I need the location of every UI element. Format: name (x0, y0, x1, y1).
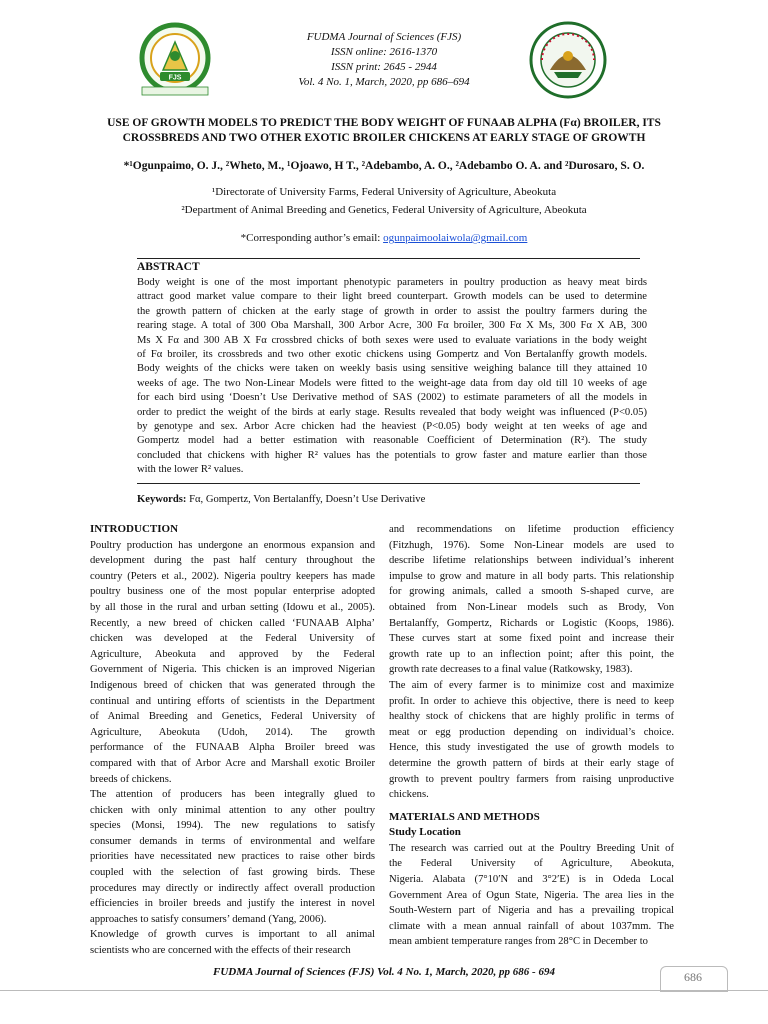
volume-info: Vol. 4 No. 1, March, 2020, pp 686–694 (298, 76, 470, 88)
body-line: by all those in the rural and urban setting (Idowu et al., 2005). (90, 601, 375, 613)
body-line: for growing animals, called a smooth S-shaped curve, are (389, 586, 674, 598)
body-line: of Animal Breeding and Genetics, Federal University of (90, 711, 375, 723)
abstract-line: of Fα broiler, its crossbreds and two other exotic chickens using Gompertz and Von Bertalanffy growth models. (137, 349, 647, 361)
abstract-line: by genotype and sex. Arbor Acre chicken had the heaviest (P<0.05) body weight at ten weeks of age and (137, 421, 647, 433)
body-line: Poultry production has undergone an enormous expansion and (90, 539, 375, 551)
body-line: (Fitzhugh, 1976). Some Non-Linear models are used to (389, 539, 674, 551)
body-line: The research was carried out at the Poultry Breeding Unit of (389, 842, 674, 854)
journal-name: FUDMA Journal of Sciences (FJS) (306, 31, 462, 43)
body-line: healthy stock of chickens that are highly prolific in terms of (389, 711, 674, 723)
body-line: the Federal University of Agriculture, Abeokuta, (389, 858, 674, 870)
abstract-line: Body weights of the chicks were taken on weekly basis using sensitive weighing balance till they attained 10 (137, 363, 647, 375)
keywords-label: Keywords: (137, 494, 187, 505)
body-line: impulse to grow and mature in all body parts. This relationship (389, 570, 674, 582)
corresponding-label: *Corresponding author’s email: (240, 232, 384, 244)
body-line: describe lifetime relationships between individual’s inherent (389, 555, 674, 567)
body-line: Government Area of Ogun State, Nigeria. The area lies in the (389, 889, 674, 901)
left-column (90, 522, 375, 959)
section-heading: INTRODUCTION (90, 523, 179, 535)
body-line: approaches to satisfy consumers’ demand (Yang, 2006). (90, 913, 327, 925)
body-line: development during the past half century throughout the (90, 555, 375, 567)
body-line: consumer demands in terms of environmental and welfare (90, 835, 375, 847)
body-line: performance of the FUNAAB Alpha Broiler breed was (90, 742, 375, 754)
section-gap (389, 803, 674, 810)
abstract-line: weeks of age. The two Non-Linear Models were fitted to the weight-age data from day old till 10 weeks of age (137, 377, 647, 389)
footer-rule (0, 990, 768, 991)
abstract-line: for each bird using ‘Doesn’t Use Derivative method of SAS (2002) to estimate parameters of all the models in (137, 392, 647, 404)
body-line: growth rate up to an inflection point; after this point, the (389, 648, 674, 660)
abstract-line: with the lower R² values. (137, 464, 244, 476)
abstract-bottom-rule (137, 483, 640, 484)
body-line: mean ambient temperature ranges from 28°C in December to (389, 936, 648, 948)
body-line: compared with that of Arbor Acre and Marshall exotic Broiler (90, 757, 375, 769)
abstract-line: order to predict the weight of the birds at early stage. Results revealed that body weight was influenced (P<0.05) (137, 406, 647, 418)
body-line: Agriculture, Abeokuta and approved by the Federal (90, 648, 375, 660)
affiliation-2: ²Department of Animal Breeding and Genetics, Federal University of Agriculture, Abeokuta (181, 204, 587, 216)
body-line: priorities have necessitated new practices to raise other birds (90, 851, 375, 863)
body-line: chicken with only minimal attention to any other poultry (90, 804, 375, 816)
abstract-line: the growth pattern of chicken at the early stage of growth in order to assist the poultry farmers during the (137, 305, 647, 317)
body-line: and recommendations on lifetime production efficiency (389, 524, 674, 535)
section-heading: Study Location (389, 826, 461, 839)
body-line: Agriculture, Abeokuta (Udoh, 2014). The growth (90, 726, 375, 738)
abstract-line: rearing stage. A total of 300 Oba Marshall, 300 Arbor Acre, 300 Fα broiler, 300 Fα X Ms, 300 Fα X AB, 300 (137, 320, 647, 332)
body-line: country (Peters et al., 2002). Nigeria poultry keepers has made (90, 570, 375, 582)
abstract-line: attract good market value compare to their light breed counterpart. Growth models can be used to determine (137, 291, 647, 303)
title-line-1: USE OF GROWTH MODELS TO PREDICT THE BODY WEIGHT OF FUNAAB ALPHA (Fα) BROILER, ITS (107, 117, 661, 129)
keywords (137, 494, 425, 505)
body-line: coupled with the selection of fast growing birds. These (90, 867, 375, 879)
body-line: meat or egg production depending on individual’s choice. (389, 726, 674, 738)
page-number: 686 (684, 970, 702, 984)
abstract-line: concluded that chickens with higher R² values has the potentials to grow faster and mature earlier than those (137, 449, 647, 461)
body-line: These curves start at some fixed point and increase their (389, 633, 674, 645)
section-heading: MATERIALS AND METHODS (389, 810, 540, 823)
fjs-logo-text: FJS (168, 74, 182, 82)
fudma-university-seal-icon (528, 20, 608, 100)
body-line: The attention of producers has been integrally glued to (90, 789, 375, 801)
page-footer: FUDMA Journal of Sciences (FJS) Vol. 4 No. 1, March, 2020, pp 686 - 694 (213, 966, 555, 978)
abstract-line: Gompertz model had a better estimation with reasonable Coefficient of Determination (R²). The study (137, 435, 647, 447)
body-line: species (Monsi, 1994). The new regulations to satisfy (90, 820, 375, 832)
body-line: determine the growth pattern of birds at their early stage of (389, 757, 674, 769)
body-line: growth to prevent poultry farmers from raising unproductive (389, 773, 674, 785)
body-line: climate with a mean annual rainfall of about 1037mm. The (389, 920, 674, 932)
body-line: Nigeria. Alabata (7°10′N and 3°2′E) is in Odeda Local (389, 874, 674, 886)
body-line: scientists who are concerned with the effects of their research (90, 945, 351, 957)
author-list: *¹Ogunpaimo, O. J., ²Wheto, M., ¹Ojoawo, H T., ²Adebambo, A. O., ²Adebambo O. A. and ²Durosaro, S. O. (123, 160, 645, 172)
issn-online: ISSN online: 2616-1370 (330, 46, 438, 58)
body-line: profit. In order to achieve this objective, there is need to keep (389, 695, 674, 707)
body-line: Indigenous breed of chicken that was generated through the (90, 679, 375, 691)
abstract-top-rule (137, 258, 640, 259)
body-line: South-Western part of Nigeria and has a prevailing tropical (389, 905, 674, 917)
body-line: The aim of every farmer is to minimize cost and maximize (389, 679, 674, 691)
paper-title (80, 116, 688, 146)
corresponding-author (60, 232, 708, 244)
abstract-body (137, 276, 647, 478)
right-column (389, 522, 674, 950)
body-line: growth rate decreases to a final value (Ratkowsky, 1983). (389, 664, 633, 676)
body-line: Recently, a new breed of chicken called ‘FUNAAB Alpha’ (90, 617, 375, 629)
journal-header (200, 30, 568, 90)
body-line: Government of Nigeria. This chicken is an improved Nigerian (90, 664, 375, 676)
body-line: poultry business one of the most popular enterprise adopted (90, 586, 375, 598)
body-line: Hence, this study investigated the use of growth models to (389, 742, 674, 754)
keywords-list: Fα, Gompertz, Von Bertalanffy, Doesn’t Use Derivative (186, 494, 426, 505)
body-line: obtained from Non-Linear models such as Brody, Von (389, 601, 674, 613)
issn-print: ISSN print: 2645 - 2944 (331, 61, 437, 73)
abstract-line: Ms X Fα and 300 AB X Fα crossbred chicks of both sexes were used to evaluate variations in the body weight (137, 334, 647, 346)
body-line: breeds of chickens. (90, 773, 172, 785)
abstract-line: Body weight is one of the most important phenotypic parameters in poultry production as heavy meat birds (137, 277, 647, 288)
body-line: efficiencies in broiler breeds and justify the interest in novel (90, 898, 375, 910)
abstract-heading: ABSTRACT (137, 261, 200, 273)
body-line: continual and untiring efforts of scientists in the Department (90, 695, 375, 707)
body-line: chickens. (389, 789, 429, 801)
title-line-2: CROSSBREDS AND TWO OTHER EXOTIC BROILER CHICKENS AT EARLY STAGE OF GROWTH (122, 132, 646, 144)
body-line: procedures may directly or indirectly affect overall production (90, 882, 375, 894)
body-line: Bertalanffy, Gompertz, Richards or Logistic (Koops, 1986). (389, 617, 674, 629)
body-line: Knowledge of growth curves is important to all animal (90, 929, 375, 941)
affiliation-1: ¹Directorate of University Farms, Federal University of Agriculture, Abeokuta (211, 186, 557, 198)
corresponding-email-link[interactable]: ogunpaimoolaiwola@gmail.com (383, 232, 528, 244)
body-line: chicken was developed at the Federal University of (90, 633, 375, 645)
